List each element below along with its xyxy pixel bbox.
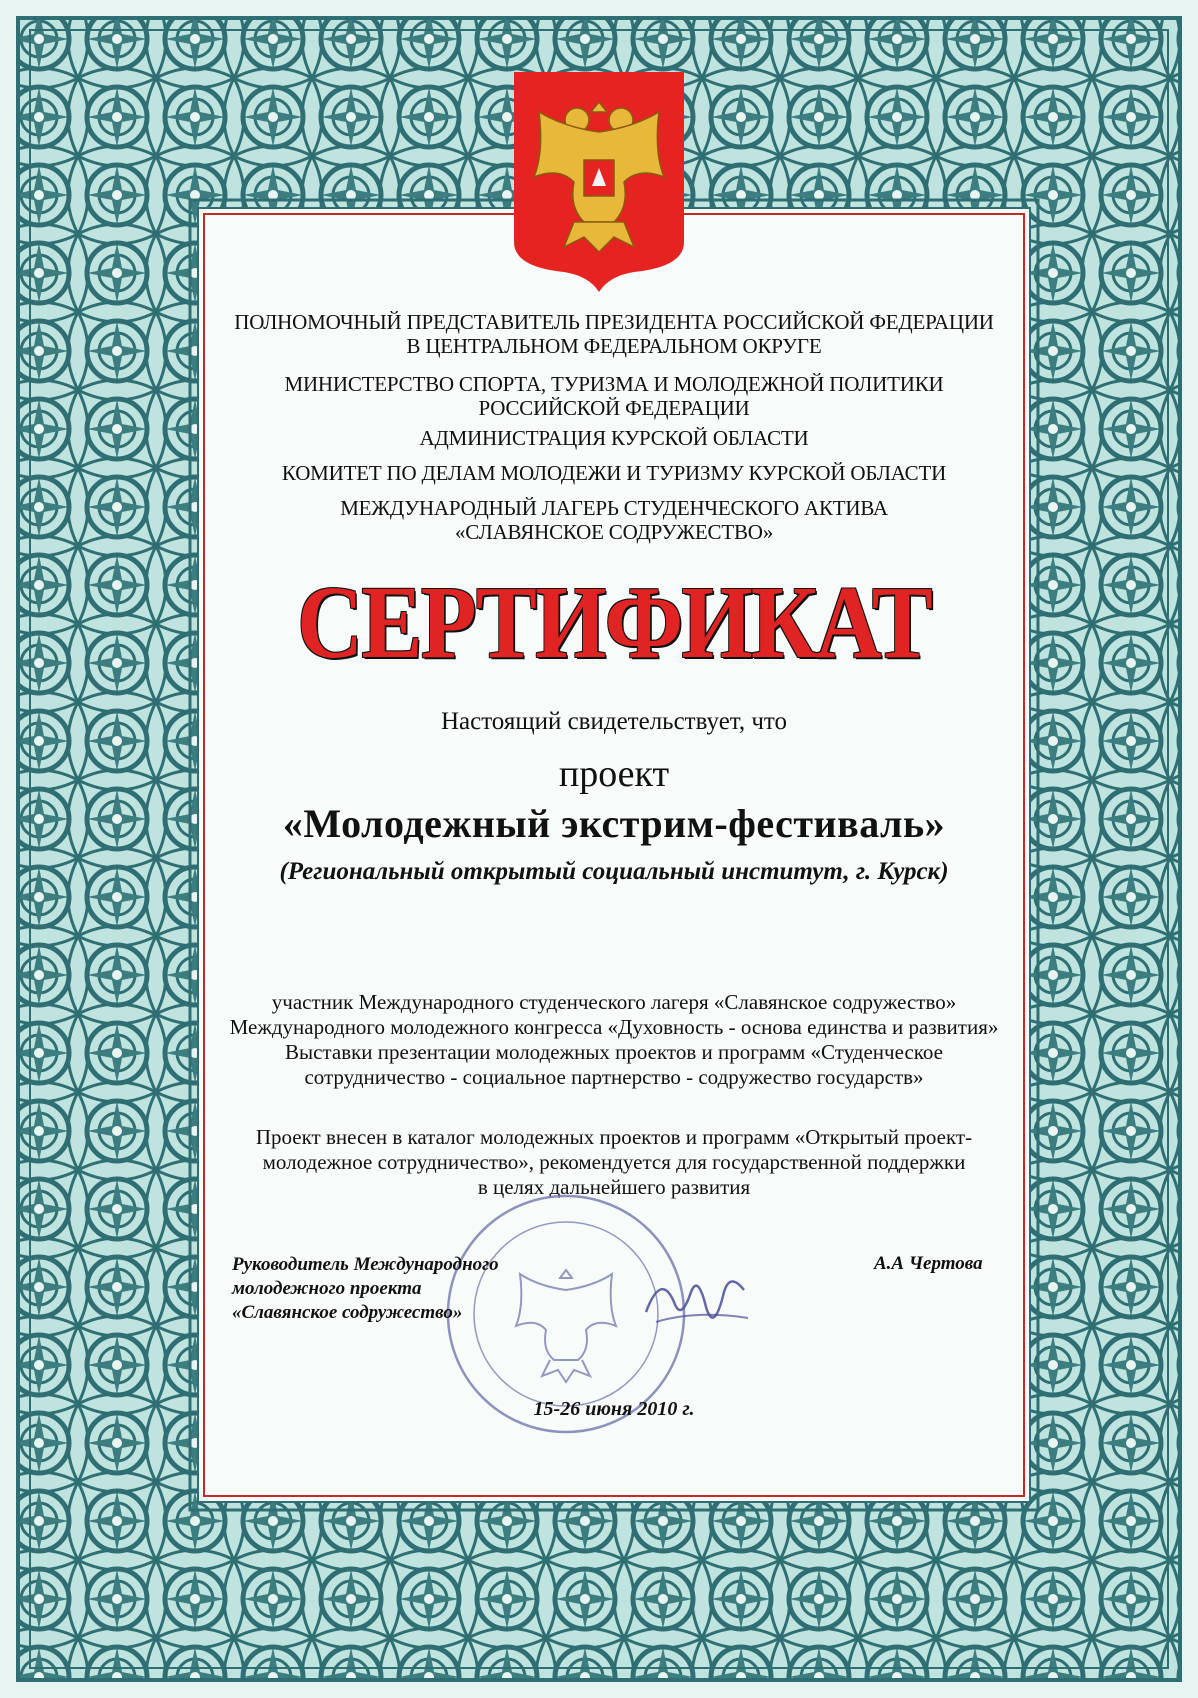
org-committee: КОМИТЕТ ПО ДЕЛАМ МОЛОДЕЖИ И ТУРИЗМУ КУРСКОЙ ОБЛАСТИ	[281, 461, 947, 485]
participation-text: участник Международного студенческого лагеря «Славянское содружество» Международного молодежного конгресса «Духовность - основа единства и развития» Выставки презентации молодежных проектов и программ «Студенческое сотрудничество - социальное партнерство - содружество государств»	[229, 990, 999, 1089]
org-administration: АДМИНИСТРАЦИЯ КУРСКОЙ ОБЛАСТИ	[419, 426, 809, 450]
catalog-text: Проект внесен в каталог молодежных проектов и программ «Открытый проект- молодежное сотрудничество», рекомендуется для государственной поддержки в целях дальнейшего развития	[255, 1125, 973, 1199]
project-name: «Молодежный экстрим-фестиваль»	[282, 801, 946, 846]
signature-icon	[636, 1262, 756, 1342]
signatory-title: Руководитель Международного молодежного проекта «Славянское содружество»	[232, 1254, 499, 1323]
institution-name: (Региональный открытый социальный институт, г. Курск)	[279, 858, 949, 885]
org-camp: МЕЖДУНАРОДНЫЙ ЛАГЕРЬ СТУДЕНЧЕСКОГО АКТИВА «СЛАВЯНСКОЕ СОДРУЖЕСТВО»	[340, 496, 888, 544]
award-kind: проект	[558, 753, 670, 795]
signatory-name: А.А Чертова	[874, 1253, 983, 1274]
org-ministry: МИНИСТЕРСТВО СПОРТА, ТУРИЗМА И МОЛОДЕЖНОЙ ПОЛИТИКИ РОССИЙСКОЙ ФЕДЕРАЦИИ	[284, 372, 944, 420]
certify-text: Настоящий свидетельствует, что	[440, 708, 788, 735]
certificate-title: СЕРТИФИКАТ	[296, 565, 932, 680]
coat-of-arms-icon	[514, 72, 684, 292]
org-plenipotentiary: ПОЛНОМОЧНЫЙ ПРЕДСТАВИТЕЛЬ ПРЕЗИДЕНТА РОССИЙСКОЙ ФЕДЕРАЦИИ В ЦЕНТРАЛЬНОМ ФЕДЕРАЛЬНОМ ОКРУГЕ	[234, 310, 994, 358]
certificate-date: 15-26 июня 2010 г.	[533, 1398, 695, 1420]
